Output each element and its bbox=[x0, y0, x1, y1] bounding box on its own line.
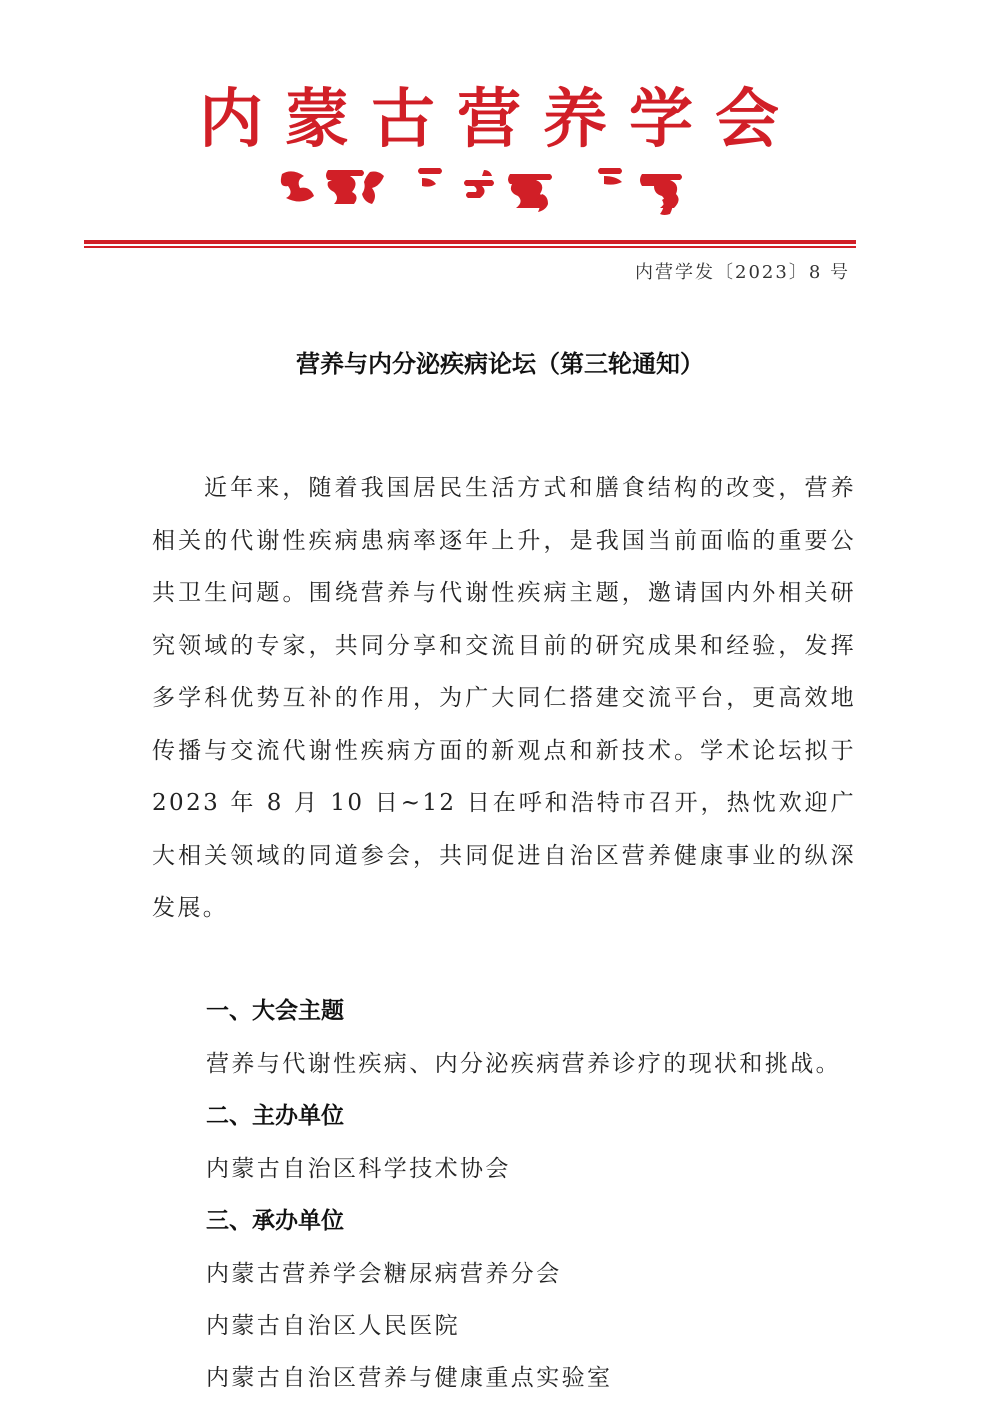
section-heading: 一、大会主题 bbox=[206, 998, 344, 1024]
mongolian-script-logo bbox=[270, 160, 730, 220]
header-rule-thin bbox=[84, 246, 856, 248]
section-item: 内蒙古自治区人民医院 bbox=[206, 1313, 460, 1339]
document-number: 内营学发〔2023〕8 号 bbox=[635, 262, 850, 283]
section-item: 内蒙古营养学会糖尿病营养分会 bbox=[206, 1261, 562, 1287]
header-rule-thick bbox=[84, 240, 856, 244]
document-title: 营养与内分泌疾病论坛（第三轮通知） bbox=[296, 349, 704, 378]
section-item: 营养与代谢性疾病、内分泌疾病营养诊疗的现状和挑战。 bbox=[206, 1051, 841, 1077]
org-name-header: 内蒙古营养学会 bbox=[199, 82, 801, 157]
section-heading: 三、承办单位 bbox=[206, 1208, 344, 1234]
intro-paragraph: 近年来，随着我国居民生活方式和膳食结构的改变，营养相关的代谢性疾病患病率逐年上升，是我国当前面临的重要公共卫生问题。围绕营养与代谢性疾病主题，邀请国内外相关研究领域的专家，共同分享和交流目前的研究成果和经验，发挥多学科优势互补的作用，为广大同仁搭建交流平台，更高效地传播与交流代谢性疾病方面的新观点和新技术。学术论坛拟于 2023 年 8 月 10 日~12 日在呼和浩特市召开，热忱欢迎广大相关领域的同道参会，共同促进自治区营养健康事业的纵深发展。 bbox=[152, 475, 856, 921]
section-item: 内蒙古自治区科学技术协会 bbox=[206, 1156, 511, 1182]
section-item: 内蒙古自治区营养与健康重点实验室 bbox=[206, 1365, 613, 1391]
section-heading: 二、主办单位 bbox=[206, 1103, 344, 1129]
